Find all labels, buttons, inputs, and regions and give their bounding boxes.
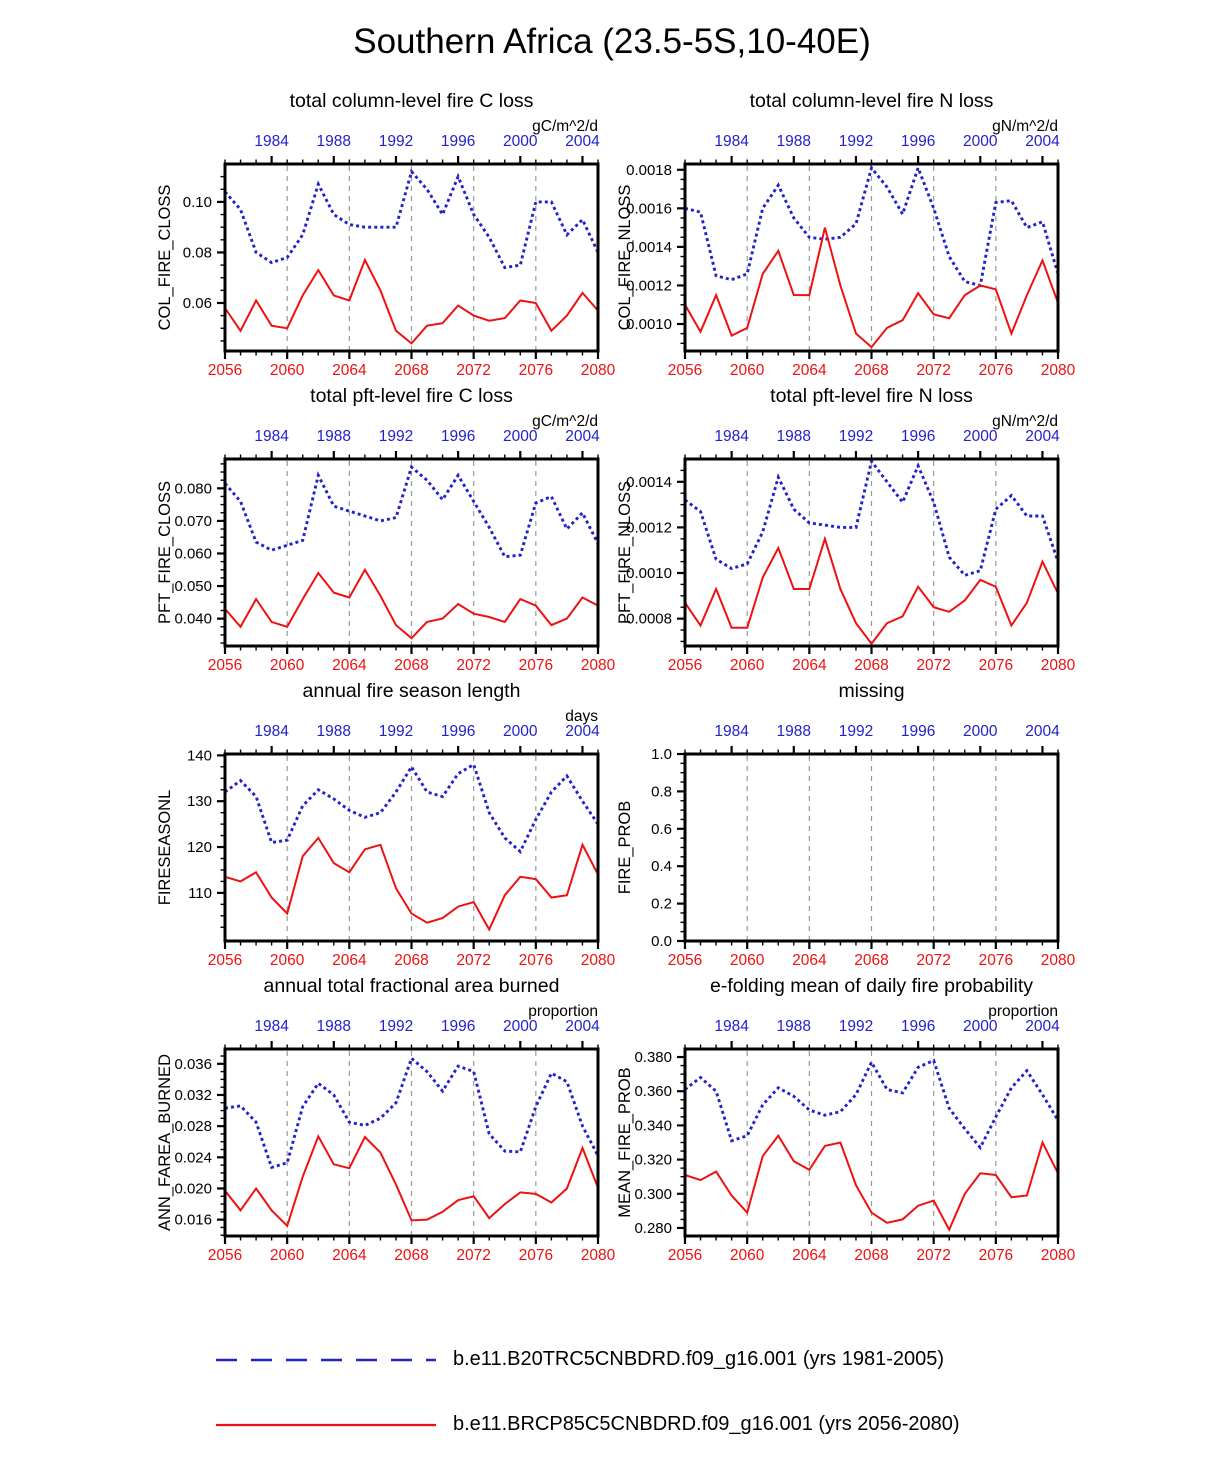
x-bottom-label: 2076	[978, 952, 1014, 969]
x-top-label: 2000	[963, 723, 998, 740]
y-tick-label: 0.060	[174, 545, 212, 563]
panel-units: gC/m^2/d	[532, 118, 598, 135]
x-top-label: 2004	[1025, 428, 1060, 445]
x-top-label: 1988	[316, 1018, 352, 1035]
y-tick-label: 0.0014	[626, 473, 672, 491]
panel-title: total column-level fire C loss	[289, 90, 534, 112]
x-top-label: 1988	[316, 133, 352, 150]
x-top-label: 2000	[503, 133, 538, 150]
y-tick-label: 0.2	[651, 895, 672, 913]
x-bottom-label: 2080	[580, 952, 616, 969]
x-bottom-label: 2060	[269, 1247, 305, 1264]
panel-fire-season-length	[150, 675, 616, 970]
x-bottom-label: 2056	[207, 1247, 243, 1264]
x-bottom-label: 2056	[667, 952, 703, 969]
x-bottom-label: 2056	[207, 657, 243, 674]
x-top-label: 2004	[1025, 723, 1060, 740]
x-top-label: 1988	[776, 428, 812, 445]
x-bottom-label: 2072	[456, 657, 491, 674]
legend-item-historical	[215, 1348, 944, 1371]
x-bottom-label: 2060	[269, 952, 305, 969]
x-bottom-label: 2072	[916, 657, 951, 674]
x-top-label: 2004	[1025, 133, 1060, 150]
y-tick-label: 0.340	[634, 1117, 672, 1135]
legend-label-rcp85: b.e11.BRCP85C5CNBDRD.f09_g16.001 (yrs 2056-2080)	[453, 1413, 960, 1435]
x-top-label: 1988	[316, 428, 352, 445]
y-tick-label: 140	[186, 747, 212, 765]
x-bottom-label: 2076	[518, 362, 554, 379]
x-top-label: 2000	[963, 133, 998, 150]
x-top-label: 2004	[565, 723, 600, 740]
x-top-label: 2004	[565, 1018, 600, 1035]
x-bottom-label: 2068	[854, 657, 889, 674]
panel-ylabel: COL_FIRE_NLOSS	[616, 184, 634, 331]
x-bottom-label: 2080	[1040, 952, 1076, 969]
x-bottom-label: 2056	[207, 362, 243, 379]
panel-units: days	[565, 708, 598, 725]
y-tick-label: 0.280	[634, 1219, 672, 1237]
x-bottom-label: 2060	[729, 362, 765, 379]
panel-ylabel: COL_FIRE_CLOSS	[156, 184, 174, 331]
panel-units: proportion	[988, 1003, 1058, 1020]
x-bottom-label: 2068	[394, 657, 429, 674]
x-bottom-label: 2080	[580, 657, 616, 674]
panel-mean-fire-prob	[610, 970, 1076, 1265]
panel-title: annual fire season length	[302, 680, 521, 702]
y-tick-label: 0.380	[634, 1049, 672, 1067]
panel-fire-prob-missing	[610, 675, 1076, 970]
y-tick-label: 0.320	[634, 1151, 672, 1169]
x-top-label: 1984	[714, 723, 749, 740]
x-bottom-label: 2080	[1040, 657, 1076, 674]
x-bottom-label: 2064	[332, 362, 367, 379]
y-tick-label: 0.4	[651, 858, 672, 876]
y-tick-label: 1.0	[651, 746, 672, 763]
x-top-label: 2004	[1025, 1018, 1060, 1035]
y-tick-label: 0.0008	[626, 610, 672, 628]
y-tick-label: 0.020	[174, 1180, 212, 1198]
y-tick-label: 0.080	[174, 480, 212, 498]
x-top-label: 2000	[963, 428, 998, 445]
series-rcp85	[225, 838, 598, 930]
x-bottom-label: 2076	[518, 1247, 554, 1264]
y-tick-label: 0.036	[174, 1055, 212, 1073]
x-top-label: 1992	[378, 133, 414, 150]
y-tick-label: 0.8	[651, 783, 672, 801]
x-top-label: 2000	[503, 428, 538, 445]
x-top-label: 1996	[900, 428, 936, 445]
legend-line-historical-icon	[215, 1354, 437, 1366]
x-top-label: 2000	[963, 1018, 998, 1035]
x-top-label: 1992	[378, 1018, 414, 1035]
y-tick-label: 0.0	[651, 933, 672, 950]
panel-ylabel: PFT_FIRE_CLOSS	[156, 480, 174, 625]
y-tick-label: 0.0010	[626, 316, 672, 334]
figure-title: Southern Africa (23.5-5S,10-40E)	[353, 22, 871, 61]
legend-label-historical: b.e11.B20TRC5CNBDRD.f09_g16.001 (yrs 1981-2005)	[453, 1348, 945, 1370]
x-bottom-label: 2060	[269, 362, 305, 379]
panel-ylabel: MEAN_FIRE_PROB	[616, 1067, 634, 1218]
x-top-label: 1984	[714, 428, 749, 445]
x-bottom-label: 2064	[792, 362, 827, 379]
panel-ylabel: FIRESEASONL	[156, 789, 174, 906]
x-top-label: 1996	[900, 723, 936, 740]
x-bottom-label: 2064	[332, 952, 367, 969]
x-bottom-label: 2072	[456, 1247, 491, 1264]
x-top-label: 1984	[714, 1018, 749, 1035]
panel-title: annual total fractional area burned	[263, 975, 560, 997]
x-bottom-label: 2060	[729, 952, 765, 969]
y-tick-label: 0.10	[182, 193, 212, 211]
y-tick-label: 0.300	[634, 1185, 672, 1203]
panel-title: e-folding mean of daily fire probability	[709, 975, 1034, 997]
x-bottom-label: 2064	[332, 657, 367, 674]
x-top-label: 1992	[378, 428, 414, 445]
y-tick-label: 0.070	[174, 512, 212, 530]
x-bottom-label: 2064	[792, 657, 827, 674]
x-bottom-label: 2068	[394, 1247, 429, 1264]
x-top-label: 1996	[440, 1018, 476, 1035]
x-top-label: 1996	[900, 133, 936, 150]
y-tick-label: 0.032	[174, 1086, 212, 1104]
x-bottom-label: 2060	[269, 657, 305, 674]
x-top-label: 1992	[378, 723, 414, 740]
x-bottom-label: 2068	[854, 362, 889, 379]
panel-pft-fire-c-loss	[150, 380, 616, 675]
x-top-label: 2000	[503, 723, 538, 740]
x-bottom-label: 2076	[518, 657, 554, 674]
x-top-label: 1996	[440, 723, 476, 740]
panel-col-fire-c-loss	[150, 85, 616, 380]
x-bottom-label: 2072	[916, 362, 951, 379]
legend-line-rcp85-icon	[215, 1419, 437, 1431]
x-top-label: 1988	[776, 133, 812, 150]
x-bottom-label: 2072	[916, 1247, 951, 1264]
x-top-label: 1988	[776, 723, 812, 740]
x-bottom-label: 2076	[978, 362, 1014, 379]
x-top-label: 1996	[900, 1018, 936, 1035]
panel-title: total pft-level fire C loss	[310, 385, 513, 407]
x-bottom-label: 2064	[792, 952, 827, 969]
y-tick-label: 0.08	[182, 244, 212, 262]
panel-title: total pft-level fire N loss	[770, 385, 973, 407]
x-top-label: 1996	[440, 133, 476, 150]
x-bottom-label: 2056	[667, 657, 703, 674]
x-top-label: 1988	[776, 1018, 812, 1035]
x-bottom-label: 2076	[518, 952, 554, 969]
y-tick-label: 0.360	[634, 1083, 672, 1101]
panel-ylabel: ANN_FAREA_BURNED	[156, 1054, 174, 1231]
y-tick-label: 0.6	[651, 820, 672, 838]
y-tick-label: 0.0018	[626, 161, 672, 179]
x-bottom-label: 2056	[667, 362, 703, 379]
x-bottom-label: 2060	[729, 1247, 765, 1264]
y-tick-label: 110	[188, 884, 212, 902]
x-top-label: 1992	[838, 133, 874, 150]
x-bottom-label: 2064	[332, 1247, 367, 1264]
x-bottom-label: 2072	[456, 362, 491, 379]
x-top-label: 1984	[254, 428, 289, 445]
x-top-label: 1984	[254, 1018, 289, 1035]
x-bottom-label: 2068	[394, 952, 429, 969]
x-bottom-label: 2076	[978, 1247, 1014, 1264]
x-bottom-label: 2060	[729, 657, 765, 674]
x-bottom-label: 2068	[854, 952, 889, 969]
x-bottom-label: 2068	[854, 1247, 889, 1264]
x-bottom-label: 2072	[456, 952, 491, 969]
panel-units: gN/m^2/d	[992, 413, 1058, 430]
panel-title: total column-level fire N loss	[749, 90, 994, 112]
series-historical	[685, 461, 1058, 575]
x-bottom-label: 2056	[667, 1247, 703, 1264]
y-tick-label: 0.050	[174, 578, 212, 596]
panel-col-fire-n-loss	[610, 85, 1076, 380]
y-tick-label: 0.0016	[626, 200, 672, 218]
y-tick-label: 0.0010	[626, 565, 672, 583]
x-bottom-label: 2076	[978, 657, 1014, 674]
x-top-label: 1992	[838, 723, 874, 740]
x-bottom-label: 2080	[1040, 1247, 1076, 1264]
x-top-label: 1984	[714, 133, 749, 150]
x-bottom-label: 2068	[394, 362, 429, 379]
y-tick-label: 0.040	[174, 610, 212, 628]
x-bottom-label: 2056	[207, 952, 243, 969]
x-top-label: 1992	[838, 428, 874, 445]
x-top-label: 2004	[565, 133, 600, 150]
legend-item-rcp85	[215, 1413, 960, 1436]
y-tick-label: 0.028	[174, 1118, 212, 1136]
x-top-label: 2004	[565, 428, 600, 445]
x-bottom-label: 2080	[580, 1247, 616, 1264]
panel-units: proportion	[528, 1003, 598, 1020]
x-top-label: 1992	[838, 1018, 874, 1035]
y-tick-label: 0.0014	[626, 238, 672, 256]
y-tick-label: 0.016	[174, 1211, 212, 1229]
panel-ylabel: FIRE_PROB	[616, 800, 634, 895]
y-tick-label: 0.06	[182, 294, 212, 312]
panel-units: gC/m^2/d	[532, 413, 598, 430]
panel-ann-farea-burned	[150, 970, 616, 1265]
x-top-label: 1984	[254, 723, 289, 740]
y-tick-label: 0.024	[174, 1149, 212, 1167]
y-tick-label: 120	[186, 839, 212, 857]
panel-title: missing	[838, 680, 905, 702]
x-top-label: 1984	[254, 133, 289, 150]
x-top-label: 2000	[503, 1018, 538, 1035]
y-tick-label: 0.0012	[626, 277, 672, 295]
panel-pft-fire-n-loss	[610, 380, 1076, 675]
y-tick-label: 0.0012	[626, 519, 672, 537]
x-bottom-label: 2080	[580, 362, 616, 379]
y-tick-label: 130	[186, 793, 212, 811]
x-bottom-label: 2080	[1040, 362, 1076, 379]
x-bottom-label: 2064	[792, 1247, 827, 1264]
x-top-label: 1996	[440, 428, 476, 445]
panel-ylabel: PFT_FIRE_NLOSS	[616, 480, 634, 625]
x-top-label: 1988	[316, 723, 352, 740]
panel-units: gN/m^2/d	[992, 118, 1058, 135]
x-bottom-label: 2072	[916, 952, 951, 969]
